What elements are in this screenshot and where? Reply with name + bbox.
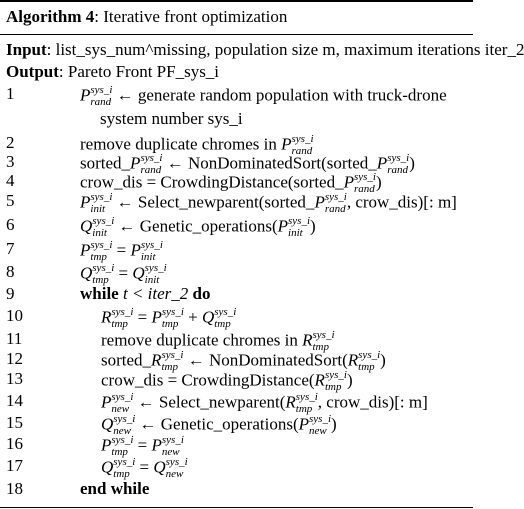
line-number: 4 xyxy=(6,171,15,190)
output-text: : Pareto Front PF_sys_i xyxy=(58,62,220,81)
line-number: 14 xyxy=(6,391,23,410)
line-number: 11 xyxy=(6,329,23,348)
line-number: 10 xyxy=(6,306,23,325)
line-number: 15 xyxy=(6,413,23,432)
line-code: P sys_i new ← Select_newparent(R sys_i tmp , crow_dis)[: m] xyxy=(101,391,428,415)
input-label: Input xyxy=(6,40,47,59)
line-code: Q sys_i tmp = Q sys_i init xyxy=(80,262,167,286)
line-number: 3 xyxy=(6,152,15,171)
output-line xyxy=(6,63,219,80)
algorithm-header xyxy=(6,8,287,25)
line-code: P sys_i tmp = P sys_i init xyxy=(80,239,163,263)
line-code: while t < iter_2 do xyxy=(80,284,211,303)
line-code: P sys_i init ← Select_newparent(sorted_P sys_i rand , crow_dis)[: m] xyxy=(80,191,457,215)
line-number: 13 xyxy=(6,369,23,388)
line-code: sorted_R sys_i tmp ← NonDominatedSort(R sys_i tmp ) xyxy=(101,349,386,373)
line-number: 8 xyxy=(6,262,15,281)
input-text: : list_sys_num^missing, population size m, maximum iterations iter_2 xyxy=(46,40,524,59)
line-number: 2 xyxy=(6,133,15,152)
line-code: crow_dis = CrowdingDistance(sorted_P sys_i rand ) xyxy=(80,171,382,195)
line-number: 7 xyxy=(6,239,15,258)
line-number: 1 xyxy=(6,84,15,103)
line-number: 16 xyxy=(6,434,23,453)
line-number: 5 xyxy=(6,191,15,210)
line-code: P sys_i tmp = P sys_i new xyxy=(101,434,184,458)
algorithm-label: Algorithm 4 xyxy=(6,7,95,26)
line-code: sorted_P sys_i rand ← NonDominatedSort(sorted_P sys_i rand ) xyxy=(80,152,415,176)
line-code: end while xyxy=(80,479,150,498)
line-code: crow_dis = CrowdingDistance(R sys_i tmp ) xyxy=(101,369,353,393)
header-rule xyxy=(0,34,473,35)
line-number: 18 xyxy=(6,479,23,498)
line-code: R sys_i tmp = P sys_i tmp + Q sys_i tmp xyxy=(101,306,237,330)
line-code: system number sys_i xyxy=(100,109,243,128)
line-number: 6 xyxy=(6,215,15,234)
bottom-rule xyxy=(0,507,473,508)
line-number: 17 xyxy=(6,456,23,475)
line-code: remove duplicate chromes in R sys_i tmp xyxy=(101,329,335,353)
line-code: P sys_i rand ← generate random population with truck-drone xyxy=(80,84,447,108)
line-code: Q sys_i init ← Genetic_operations(P sys_i init ) xyxy=(80,215,316,239)
output-label: Output xyxy=(6,62,59,81)
top-rule xyxy=(0,0,473,2)
line-number: 9 xyxy=(6,284,15,303)
line-code: Q sys_i new ← Genetic_operations(P sys_i new ) xyxy=(101,413,337,437)
line-number: 12 xyxy=(6,349,23,368)
line-code: Q sys_i tmp = Q sys_i new xyxy=(101,456,188,480)
line-code: remove duplicate chromes in P sys_i rand xyxy=(80,133,314,157)
input-line xyxy=(6,41,524,58)
algorithm-title: : Iterative front optimization xyxy=(94,7,288,26)
